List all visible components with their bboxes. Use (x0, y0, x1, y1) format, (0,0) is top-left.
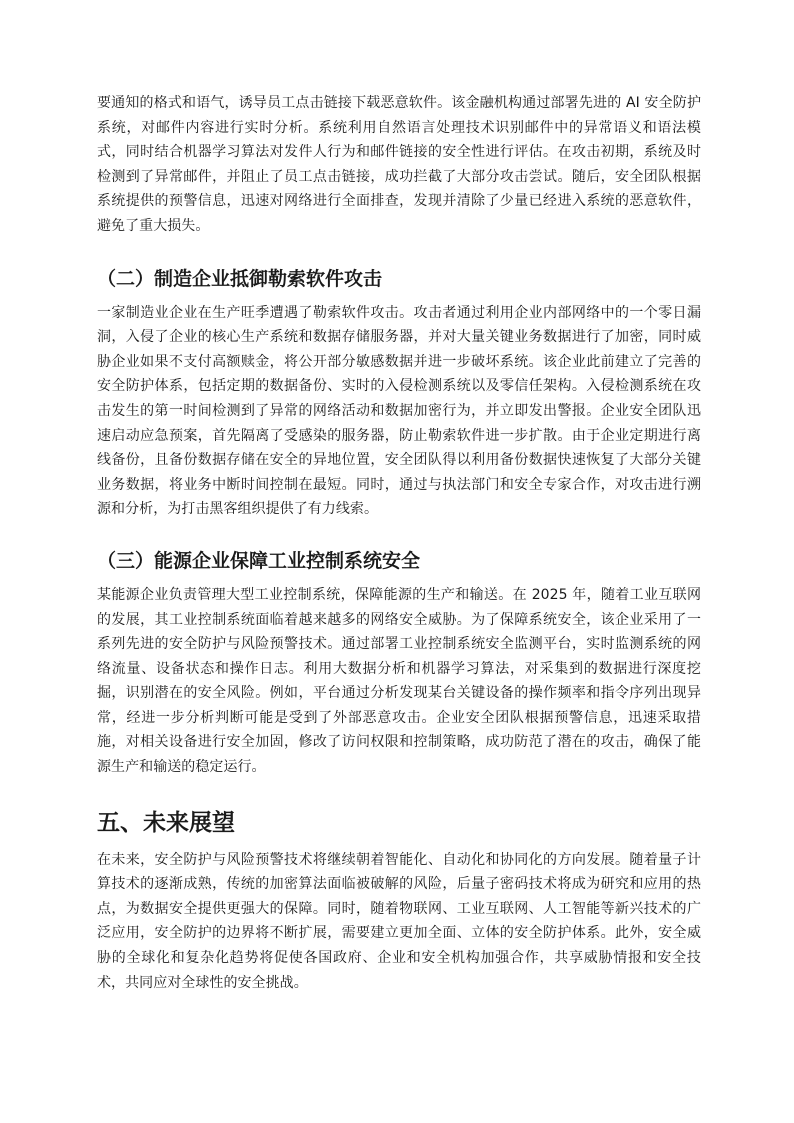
chapter-heading-future: 五、未来展望 (97, 809, 235, 836)
section-heading-manufacturing: （二）制造企业抵御勒索软件攻击 (97, 267, 383, 290)
body-paragraph-manufacturing: 一家制造业企业在生产旺季遭遇了勒索软件攻击。攻击者通过利用企业内部网络中的一个零日漏洞，入侵了企业的核心生产系统和数据存储服务器，并对大量关键业务数据进行了加密，同时威胁企业如果不支付高额赎金，将公开部分敏感数据并进一步破坏系统。该企业此前建立了完善的安全防护体系，包括定期的数据备份、实时的入侵检测系统以及零信任架构。入侵检测系统在攻击发生的第一时间检测到了异常的网络活动和数据加密行为，并立即发出警报。企业安全团队迅速启动应急预案，首先隔离了受感染的服务器，防止勒索软件进一步扩散。由于企业定期进行离线备份，且备份数据存储在安全的异地位置，安全团队得以利用备份数据快速恢复了大部分关键业务数据，将业务中断时间控制在最短。同时，通过与执法部门和安全专家合作，对攻击进行溯源和分析，为打击黑客组织提供了有力线索。 (97, 304, 701, 518)
body-paragraph-future: 在未来，安全防护与风险预警技术将继续朝着智能化、自动化和协同化的方向发展。随着量子计算技术的逐渐成熟，传统的加密算法面临被破解的风险，后量子密码技术将成为研究和应用的热点，为数据安全提供更强大的保障。同时，随着物联网、工业互联网、人工智能等新兴技术的广泛应用，安全防护的边界将不断扩展，需要建立更加全面、立体的安全防护体系。此外，安全威胁的全球化和复杂化趋势将促使各国政府、企业和安全机构加强合作，共享威胁情报和安全技术，共同应对全球性的安全挑战。 (97, 851, 701, 991)
document-page (97, 91, 701, 995)
body-paragraph-energy: 某能源企业负责管理大型工业控制系统，保障能源的生产和输送。在 2025 年，随着工业互联网的发展，其工业控制系统面临着越来越多的网络安全威胁。为了保障系统安全，该企业采用了一系列先进的安全防护与风险预警技术。通过部署工业控制系统安全监测平台，实时监测系统的网络流量、设备状态和操作日志。利用大数据分析和机器学习算法，对采集到的数据进行深度挖掘，识别潜在的安全风险。例如，平台通过分析发现某台关键设备的操作频率和指令序列出现异常，经进一步分析判断可能是受到了外部恶意攻击。企业安全团队根据预警信息，迅速采取措施，对相关设备进行安全加固，修改了访问权限和控制策略，成功防范了潜在的攻击，确保了能源生产和输送的稳定运行。 (97, 586, 701, 776)
section-heading-energy: （三）能源企业保障工业控制系统安全 (97, 549, 421, 572)
body-paragraph-continued: 要通知的格式和语气，诱导员工点击链接下载恶意软件。该金融机构通过部署先进的 AI 安全防护系统，对邮件内容进行实时分析。系统利用自然语言处理技术识别邮件中的异常语义和语法模式，同时结合机器学习算法对发件人行为和邮件链接的安全性进行评估。在攻击初期，系统及时检测到了异常邮件，并阻止了员工点击链接，成功拦截了大部分攻击尝试。随后，安全团队根据系统提供的预警信息，迅速对网络进行全面排查，发现并清除了少量已经进入系统的恶意软件，避免了重大损失。 (97, 95, 701, 234)
